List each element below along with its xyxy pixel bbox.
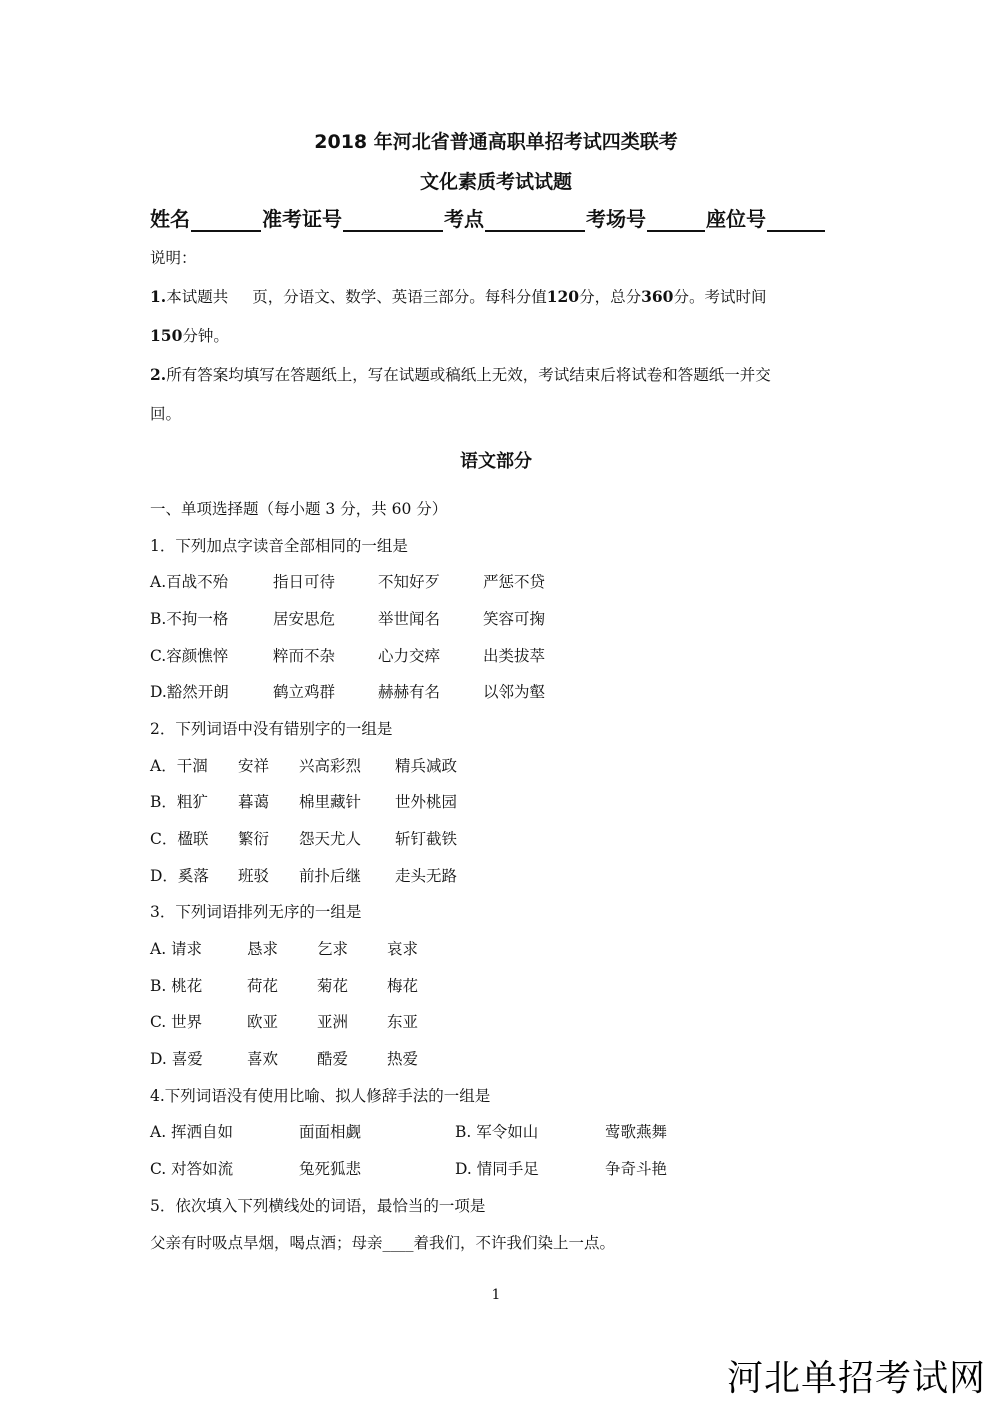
q3-option-c-3: 亚洲 [317, 1013, 349, 1031]
section-title: 语文部分 [460, 451, 532, 472]
q3-option-b-1: B. 桃花 [150, 977, 203, 995]
q3-option-c-1: C. 世界 [150, 1013, 203, 1031]
note-2-text-a: 所有答案均填写在答题纸上，写在试题或稿纸上无效，考试结束后将试卷和答题纸一并交 [166, 366, 771, 384]
q2-option-c-1: C．楹联 [150, 830, 209, 848]
q3-option-a-1: A. 请求 [150, 940, 203, 958]
q4-option-b-1: B. 军令如山 [455, 1123, 539, 1141]
q3-option-c-2: 欧亚 [247, 1013, 279, 1031]
q1-option-c-2: 粹而不杂 [273, 647, 336, 665]
note-item-1 [150, 285, 766, 307]
q1-option-a-4: 严惩不贷 [483, 573, 546, 591]
seat-label: 座位号 [706, 207, 766, 231]
q4-option-a-2: 面面相觑 [299, 1123, 362, 1141]
note-1-text-f: 分。考试时间 [673, 288, 767, 306]
note-1-text-a: 本试题共 [166, 288, 229, 306]
seat-blank [767, 208, 825, 232]
note-item-1-cont [150, 324, 229, 346]
q1-option-a-1: A.百战不殆 [150, 573, 229, 591]
q2-option-d-2: 班驳 [238, 867, 270, 885]
q2-option-d-3: 前扑后继 [299, 867, 362, 885]
q4-option-c-2: 兔死狐悲 [299, 1160, 362, 1178]
q2-option-c-4: 斩钉截铁 [395, 830, 458, 848]
note-1-minutes: 150 [150, 326, 183, 345]
q3-option-d-1: D. 喜爱 [150, 1050, 203, 1068]
candidate-info-line [150, 203, 826, 232]
q1-option-d-3: 赫赫有名 [378, 683, 441, 701]
site-watermark: 河北单招考试网 [726, 1358, 986, 1399]
q4-option-d-1: D. 情同手足 [455, 1160, 539, 1178]
q1-option-b-4: 笑容可掬 [483, 610, 546, 628]
q1-option-d-4: 以邻为壑 [483, 683, 546, 701]
q2-option-d-4: 走头无路 [395, 867, 458, 885]
q2-option-c-3: 怨天尤人 [299, 830, 362, 848]
room-blank [647, 208, 705, 232]
q3-option-d-4: 热爱 [387, 1050, 419, 1068]
note-item-2-cont: 回。 [150, 405, 182, 423]
q1-option-c-4: 出类拔萃 [483, 647, 546, 665]
ticket-blank [343, 208, 443, 232]
q1-option-d-1: D.豁然开朗 [150, 683, 229, 701]
q1-option-b-1: B.不拘一格 [150, 610, 229, 628]
q3-option-b-2: 荷花 [247, 977, 279, 995]
part1-heading: 一、单项选择题（每小题 3 分，共 60 分） [150, 500, 448, 518]
q4-option-a-1: A. 挥洒自如 [150, 1123, 234, 1141]
note-1-number: 1. [150, 287, 167, 306]
q3-option-a-4: 哀求 [387, 940, 419, 958]
q3-option-c-4: 东亚 [387, 1013, 419, 1031]
q2-option-a-2: 安祥 [238, 757, 270, 775]
note-item-2 [150, 363, 771, 385]
q2-option-b-3: 棉里藏针 [299, 793, 362, 811]
q1-stem: 1．下列加点字读音全部相同的一组是 [150, 537, 408, 555]
q2-option-b-1: B．粗犷 [150, 793, 208, 811]
q5-sentence: 父亲有时吸点旱烟，喝点酒；母亲____着我们，不许我们染上一点。 [150, 1234, 616, 1252]
name-blank [191, 208, 261, 232]
q1-option-d-2: 鹤立鸡群 [273, 683, 336, 701]
q1-option-b-3: 举世闻名 [378, 610, 441, 628]
site-blank [485, 208, 585, 232]
q2-option-a-4: 精兵减政 [395, 757, 458, 775]
exam-title: 2018 年河北省普通高职单招考试四类联考 [314, 131, 678, 153]
note-1-text-h: 分钟。 [182, 327, 229, 345]
q2-option-c-2: 繁衍 [238, 830, 270, 848]
room-label: 考场号 [586, 207, 646, 231]
q3-stem: 3．下列词语排列无序的一组是 [150, 903, 362, 921]
q1-option-b-2: 居安思危 [273, 610, 336, 628]
ticket-label: 准考证号 [262, 207, 342, 231]
note-1-text-b: 页，分语文、数学、英语三部分。每科分值 [252, 288, 547, 306]
note-1-text-d: 分，总分 [579, 288, 642, 306]
q2-option-d-1: D．奚落 [150, 867, 209, 885]
q3-option-a-2: 恳求 [247, 940, 279, 958]
q1-option-c-1: C.容颜憔悴 [150, 647, 229, 665]
q4-option-b-2: 莺歌燕舞 [605, 1123, 668, 1141]
q5-stem: 5．依次填入下列横线处的词语，最恰当的一项是 [150, 1197, 486, 1215]
page-number: 1 [491, 1287, 501, 1303]
q1-option-a-2: 指日可待 [273, 573, 336, 591]
q2-option-a-1: A．干涸 [150, 757, 208, 775]
note-1-score: 120 [546, 287, 580, 306]
q1-option-c-3: 心力交瘁 [378, 647, 441, 665]
q3-option-b-4: 梅花 [387, 977, 419, 995]
q2-option-b-2: 暮蔼 [238, 793, 270, 811]
q2-stem: 2．下列词语中没有错别字的一组是 [150, 720, 393, 738]
q3-option-d-3: 酷爱 [317, 1050, 349, 1068]
q1-option-a-3: 不知好歹 [378, 573, 441, 591]
q2-option-a-3: 兴高彩烈 [299, 757, 362, 775]
q4-stem: 4.下列词语没有使用比喻、拟人修辞手法的一组是 [150, 1087, 491, 1105]
note-1-total: 360 [641, 287, 674, 306]
q2-option-b-4: 世外桃园 [395, 793, 458, 811]
notes-heading: 说明： [150, 249, 197, 267]
q4-option-d-2: 争奇斗艳 [605, 1160, 668, 1178]
q3-option-a-3: 乞求 [317, 940, 349, 958]
q4-option-c-1: C. 对答如流 [150, 1160, 234, 1178]
name-label: 姓名 [150, 207, 190, 231]
q3-option-d-2: 喜欢 [247, 1050, 279, 1068]
exam-subtitle: 文化素质考试试题 [419, 171, 572, 193]
q3-option-b-3: 菊花 [317, 977, 349, 995]
note-2-number: 2. [150, 365, 167, 384]
site-label: 考点 [444, 207, 484, 231]
